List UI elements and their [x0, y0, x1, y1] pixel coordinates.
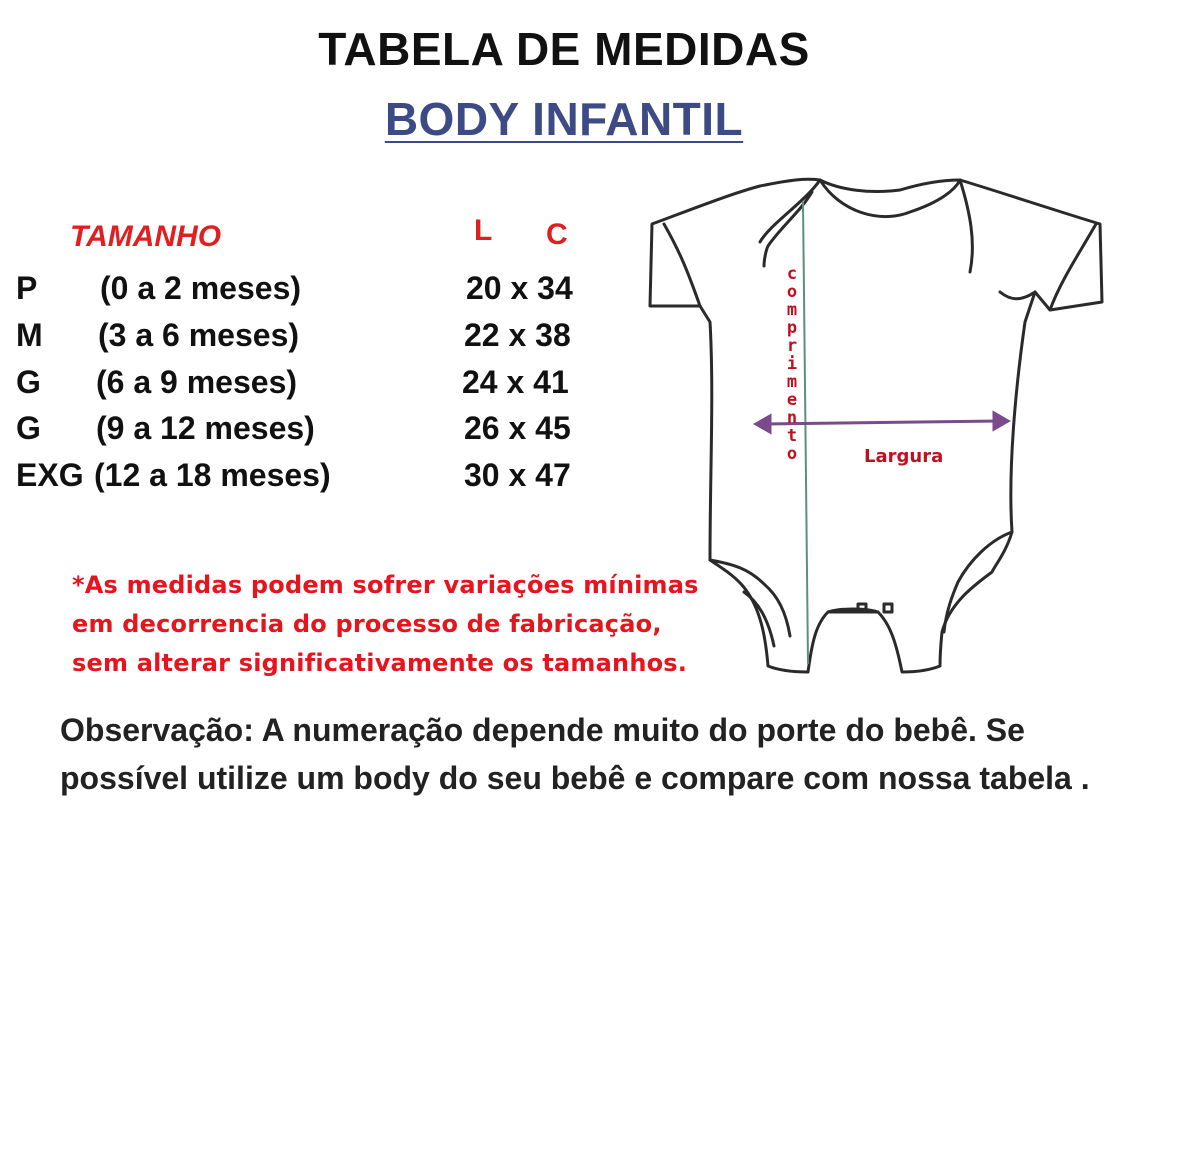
table-row: [0, 457, 640, 503]
observation-line: possível utilize um body do seu bebê e compare com nossa tabela .: [60, 760, 1090, 796]
column-header-size: TAMANHO: [70, 220, 222, 253]
measurement: 30 x 47: [464, 457, 571, 493]
bodysuit-outline: [650, 179, 1102, 672]
size-code: M: [16, 317, 43, 353]
width-label: Largura: [864, 446, 944, 467]
bodysuit-illustration: [640, 172, 1120, 682]
measurement: 26 x 45: [464, 410, 571, 446]
observation-line: Observação: A numeração depende muito do porte do bebê. Se: [60, 712, 1025, 748]
size-code: EXG: [16, 457, 84, 493]
measurement: 20 x 34: [466, 270, 573, 306]
page-title: TABELA DE MEDIDAS: [318, 23, 810, 75]
measurement: 22 x 38: [464, 317, 571, 353]
column-header-l: L: [474, 214, 493, 247]
length-label-text: comprimento: [782, 264, 802, 462]
size-code: G: [16, 410, 41, 446]
table-row: [0, 317, 640, 363]
age-range: (0 a 2 meses): [100, 270, 302, 306]
observation-text: [60, 706, 1180, 802]
age-range: (3 a 6 meses): [98, 317, 300, 353]
size-code: P: [16, 270, 38, 306]
table-row: [0, 364, 640, 410]
age-range: (9 a 12 meses): [96, 410, 315, 446]
note-line: *As medidas podem sofrer variações mínimas: [72, 571, 699, 599]
measurement: 24 x 41: [462, 364, 569, 400]
table-row: [0, 270, 640, 316]
note-line: em decorrencia do processo de fabricação,: [72, 610, 662, 638]
disclaimer-note: [72, 566, 732, 683]
age-range: (6 a 9 meses): [96, 364, 298, 400]
length-label: [780, 264, 800, 462]
column-header-c: C: [546, 218, 568, 251]
age-range: (12 a 18 meses): [94, 457, 331, 493]
page-subtitle: BODY INFANTIL: [384, 93, 744, 145]
size-code: G: [16, 364, 41, 400]
table-row: [0, 410, 640, 456]
note-line: sem alterar significativamente os tamanhos.: [72, 649, 688, 677]
